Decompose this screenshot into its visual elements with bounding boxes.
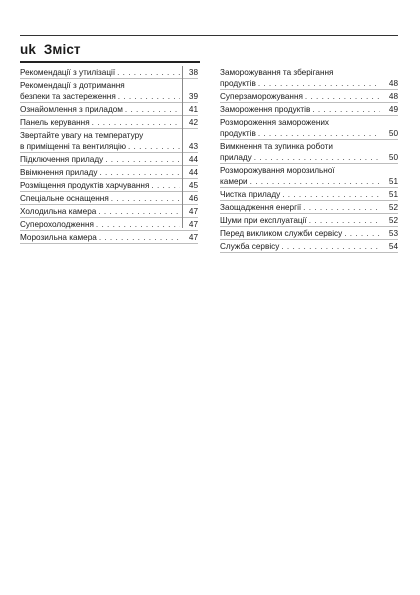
toc-leader-dots — [118, 91, 180, 102]
toc-entry[interactable] — [220, 214, 398, 227]
toc-entry-title: Морозильна камера — [20, 232, 97, 242]
toc-page-number: 39 — [188, 91, 198, 101]
toc-entry[interactable] — [220, 240, 398, 253]
toc-leader-dots — [344, 228, 380, 239]
toc-entry[interactable] — [220, 140, 398, 164]
toc-entry-title: камери — [220, 176, 248, 186]
toc-entry[interactable] — [20, 66, 198, 79]
toc-entry[interactable] — [220, 116, 398, 140]
toc-leader-dots — [111, 193, 180, 204]
toc-leader-dots — [98, 206, 180, 217]
toc-leader-dots — [309, 215, 380, 226]
toc-leader-dots — [250, 176, 380, 187]
toc-entry-title: безпеки та застереження — [20, 91, 116, 101]
toc-column-right — [220, 66, 398, 253]
toc-leader-dots — [92, 117, 180, 128]
toc-entry[interactable] — [20, 205, 198, 218]
toc-entry[interactable] — [20, 103, 198, 116]
toc-leader-dots — [99, 232, 180, 243]
toc-entry-title: Панель керування — [20, 117, 90, 127]
toc-page-number: 54 — [388, 241, 398, 251]
toc-entry-title: Холодильна камера — [20, 206, 97, 216]
toc-page-number: 52 — [388, 202, 398, 212]
toc-page-number: 44 — [188, 167, 198, 177]
toc-leader-dots — [258, 78, 380, 89]
toc-leader-dots — [99, 167, 180, 178]
toc-page-number: 51 — [388, 189, 398, 199]
toc-entry[interactable] — [220, 164, 398, 188]
toc-entry[interactable] — [220, 103, 398, 116]
toc-leader-dots — [281, 241, 380, 252]
toc-leader-dots — [96, 219, 180, 230]
toc-leader-dots — [125, 104, 180, 115]
toc-page-number: 53 — [388, 228, 398, 238]
toc-entry-title: в приміщенні та вентиляцію — [20, 141, 126, 151]
toc-leader-dots — [312, 104, 380, 115]
language-code: uk — [20, 42, 36, 57]
toc-entry-title: Заощадження енергії — [220, 202, 302, 212]
toc-entry[interactable] — [20, 153, 198, 166]
toc-entry-title: Спеціальне оснащення — [20, 193, 109, 203]
toc-page-number: 41 — [188, 104, 198, 114]
toc-page-number: 48 — [388, 91, 398, 101]
toc-entry-title: Звертайте увагу на температуру — [20, 130, 144, 140]
toc-leader-dots — [282, 189, 380, 200]
toc-page-number: 51 — [388, 176, 398, 186]
toc-entry[interactable] — [20, 192, 198, 205]
toc-page-number: 47 — [188, 219, 198, 229]
toc-entry-title: Заморожування та зберігання — [220, 67, 334, 77]
toc-entry-title: Розмороження заморожених — [220, 117, 330, 127]
column-separator — [182, 66, 183, 228]
toc-entry-title: приладу — [220, 152, 252, 162]
toc-entry-title: Суперохолодження — [20, 219, 94, 229]
toc-entry[interactable] — [220, 188, 398, 201]
toc-entry-title: Чистка приладу — [220, 189, 281, 199]
toc-entry[interactable] — [20, 79, 198, 103]
toc-entry-title: продуктів — [220, 78, 256, 88]
toc-entry-title: Ознайомлення з приладом — [20, 104, 123, 114]
toc-page-number: 52 — [388, 215, 398, 225]
toc-leader-dots — [303, 202, 380, 213]
toc-page-number: 50 — [388, 152, 398, 162]
toc-page-number: 48 — [388, 78, 398, 88]
toc-entry[interactable] — [20, 231, 198, 244]
toc-entry-title: Шуми при експлуатації — [220, 215, 307, 225]
toc-entry-title: Розміщення продуктів харчування — [20, 180, 150, 190]
toc-page-number: 38 — [188, 67, 198, 77]
toc-leader-dots — [128, 141, 180, 152]
toc-entry[interactable] — [20, 166, 198, 179]
toc-entry[interactable] — [220, 90, 398, 103]
title-underline — [20, 61, 200, 63]
toc-entry-title: Служба сервісу — [220, 241, 280, 251]
toc-entry[interactable] — [220, 201, 398, 214]
toc-leader-dots — [151, 180, 180, 191]
toc-leader-dots — [105, 154, 180, 165]
title-text: Зміст — [43, 42, 81, 57]
toc-entry-title: Ввімкнення приладу — [20, 167, 98, 177]
toc-column-left — [20, 66, 198, 244]
toc-leader-dots — [258, 128, 380, 139]
toc-entry-title: Вимкнення та зупинка роботи — [220, 141, 333, 151]
toc-page-number: 46 — [188, 193, 198, 203]
toc-entry[interactable] — [20, 218, 198, 231]
page-title — [20, 42, 81, 57]
top-rule — [20, 35, 398, 36]
toc-page-number: 50 — [388, 128, 398, 138]
toc-page-number: 49 — [388, 104, 398, 114]
toc-page-number: 43 — [188, 141, 198, 151]
toc-leader-dots — [254, 152, 380, 163]
toc-entry[interactable] — [220, 66, 398, 90]
toc-entry[interactable] — [220, 227, 398, 240]
toc-entry-title: Рекомендації з утилізації — [20, 67, 116, 77]
toc-page-number: 47 — [188, 232, 198, 242]
toc-entry[interactable] — [20, 116, 198, 129]
toc-entry-title: Суперзаморожування — [220, 91, 303, 101]
toc-leader-dots — [305, 91, 380, 102]
toc-entry-title: Перед викликом служби сервісу — [220, 228, 343, 238]
toc-leader-dots — [117, 67, 180, 78]
toc-entry-title: Рекомендації з дотримання — [20, 80, 125, 90]
toc-entry[interactable] — [20, 179, 198, 192]
toc-page-number: 42 — [188, 117, 198, 127]
toc-entry-title: Підключення приладу — [20, 154, 104, 164]
toc-entry-title: продуктів — [220, 128, 256, 138]
toc-entry[interactable] — [20, 129, 198, 153]
toc-page-number: 45 — [188, 180, 198, 190]
toc-entry-title: Замороження продуктів — [220, 104, 311, 114]
toc-page-number: 44 — [188, 154, 198, 164]
toc-entry-title: Розморожування морозильної — [220, 165, 335, 175]
toc-page-number: 47 — [188, 206, 198, 216]
